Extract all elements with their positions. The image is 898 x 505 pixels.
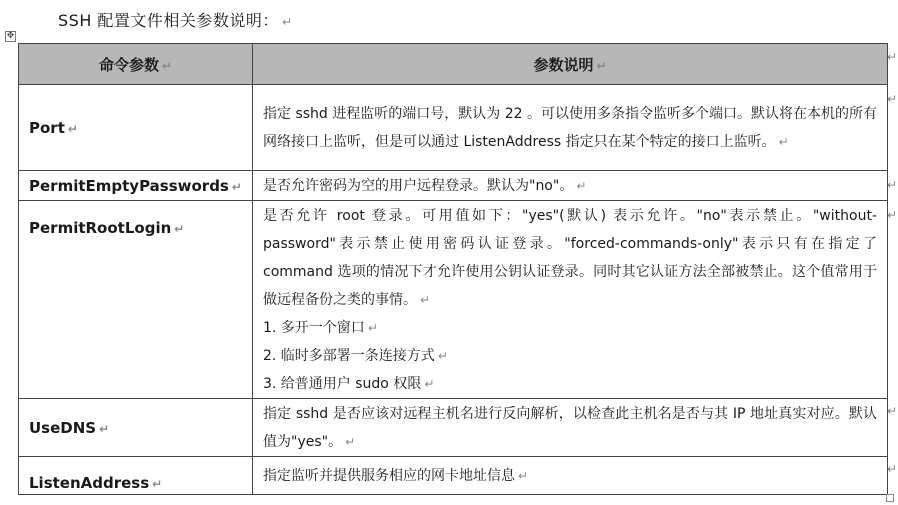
row-end-mark: ↵ [887,92,898,106]
param-name-cell: ListenAddress ↵ [19,457,253,495]
table-row [19,457,888,495]
cell-end-mark: ↵ [174,222,185,236]
desc-paragraph: 指定 sshd 进程监听的端口号，默认为 22 。可以使用多条指令监听多个端口。默认将在本机的所有网络接口上监听，但是可以通过 ListenAddress 指定只在某个特定的接口上监听。 ↵ [263,105,877,150]
cell-end-mark: ↵ [576,178,587,193]
row-end-mark: ↵ [887,404,898,418]
desc-paragraph: 是否允许 root 登录。可用值如下："yes"(默认) 表示允许。"no"表示禁止。"without-password"表示禁止使用密码认证登录。"forced-commands-only"表示只有在指定了 command 选项的情况下才允许使用公钥认证登录。同时其它认证方法全部被禁止。这个值常用于做远程备份之类的事情。 ↵ [263,207,877,308]
table-row [19,85,888,171]
parameter-table [18,43,888,495]
desc-paragraph: 指定 sshd 是否应该对远程主机名进行反向解析，以检查此主机名是否与其 IP 地址真实对应。默认值为"yes"。 ↵ [263,405,877,450]
param-desc-cell [253,399,888,457]
row-end-mark: ↵ [887,50,898,64]
cell-end-mark: ↵ [152,477,163,491]
table-move-handle-icon[interactable]: ✥ [6,31,15,41]
param-desc-cell [253,457,888,495]
table-row [19,201,888,399]
desc-list-item: 2. 临时多部署一条连接方式 ↵ [263,347,448,364]
paragraph-mark: ↵ [420,292,431,307]
param-name-cell: UseDNS ↵ [19,399,253,457]
desc-paragraph: 是否允许密码为空的用户远程登录。默认为"no"。 ↵ [263,177,587,194]
table-header-row [19,44,888,85]
cell-end-mark: ↵ [596,58,607,73]
param-name-cell: PermitRootLogin ↵ [19,201,253,399]
document-heading [58,8,293,31]
param-name-cell: Port ↵ [19,85,253,171]
cell-end-mark: ↵ [778,134,789,149]
row-end-mark: ↵ [887,178,898,192]
cell-end-mark: ↵ [99,421,110,436]
heading-text: SSH 配置文件相关参数说明： [58,11,279,30]
param-desc-cell [253,171,888,201]
header-cell-description: 参数说明 ↵ [253,44,888,85]
param-desc-cell [253,85,888,171]
desc-list-item: 1. 多开一个窗口 ↵ [263,319,378,336]
table-row [19,399,888,457]
param-desc-cell [253,201,888,399]
row-end-mark: ↵ [887,208,898,222]
paragraph-mark: ↵ [281,15,293,29]
row-end-mark: ↵ [887,462,898,476]
paragraph-mark: ↵ [437,348,448,363]
cell-end-mark: ↵ [345,434,356,449]
desc-list-item: 3. 给普通用户 sudo 权限 ↵ [263,375,435,392]
table-row [19,171,888,201]
cell-end-mark: ↵ [424,376,435,391]
cell-end-mark: ↵ [231,179,242,194]
cell-end-mark: ↵ [161,58,173,73]
header-cell-command: 命令参数 ↵ [19,44,253,85]
param-name-cell: PermitEmptyPasswords ↵ [19,171,253,201]
cell-end-mark: ↵ [67,121,78,136]
cell-end-mark: ↵ [518,468,529,483]
table-resize-handle[interactable] [886,494,894,502]
paragraph-mark: ↵ [367,320,378,335]
desc-paragraph: 指定监听并提供服务相应的网卡地址信息 ↵ [263,467,529,484]
